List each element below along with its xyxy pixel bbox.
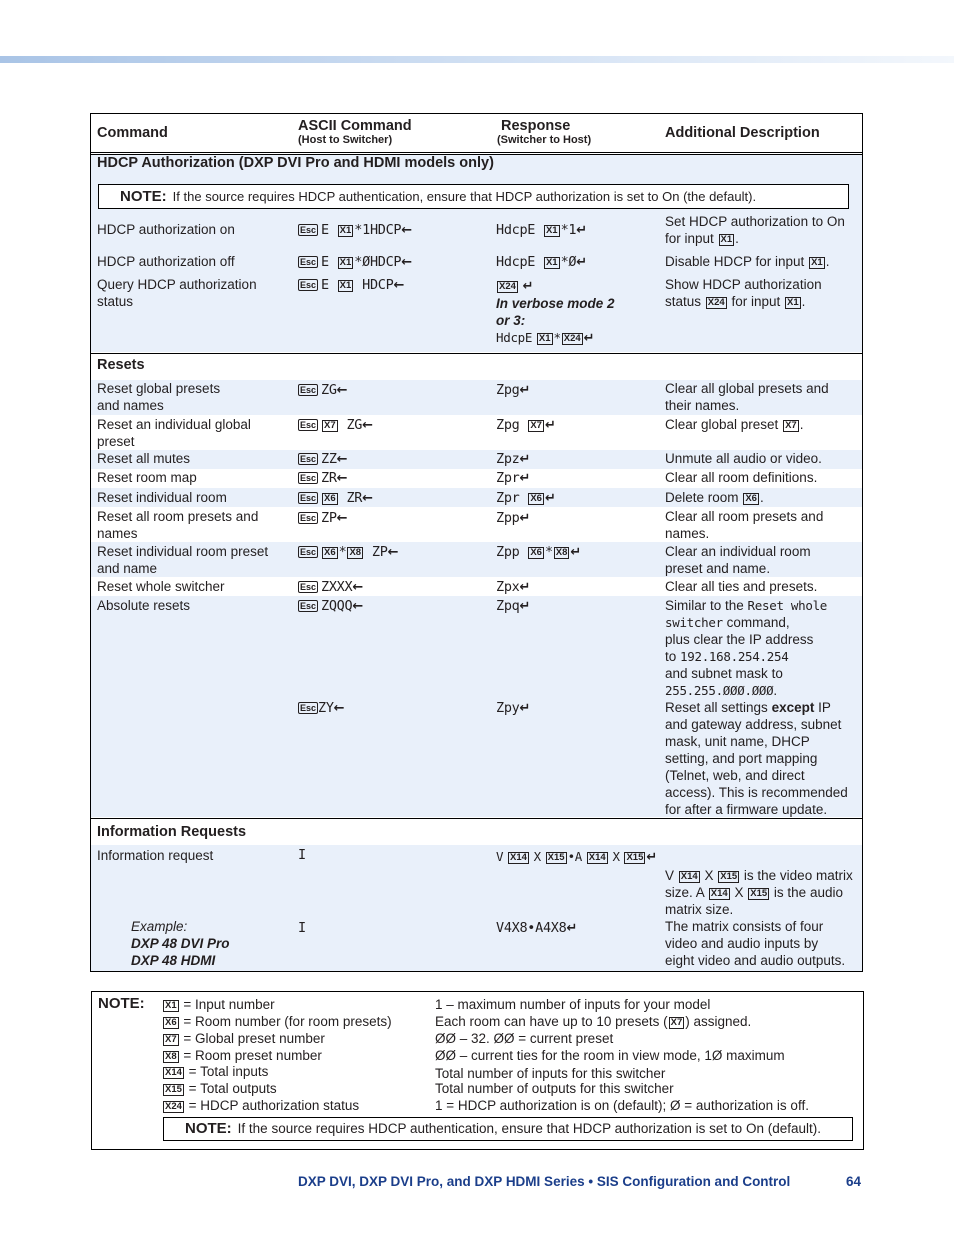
desc-part: Disable HDCP for input [665, 254, 805, 269]
ascii-part: ZY [318, 700, 334, 716]
hdcp-note-text: If the source requires HDCP authentication, ensure that HDCP authorization is set to On (the default). [172, 189, 757, 204]
var-x14: X14 [710, 888, 728, 899]
desc-part: . [773, 683, 778, 698]
info-request-command: Information request [97, 848, 214, 863]
var-x15: X15 [720, 871, 738, 882]
resp-part: *1 [560, 222, 577, 238]
esc-key: Esc [300, 513, 317, 523]
desc-part: . [825, 254, 830, 269]
header-description: Additional Description [665, 125, 820, 141]
return-icon: ← [362, 491, 373, 506]
reset-switcher-command: Reset whole switcher [97, 579, 225, 594]
resp-part: HdcpE [496, 222, 536, 238]
resp-part: Zpy [496, 700, 520, 716]
resp-part: X [533, 849, 541, 864]
enter-icon: ↵ [576, 223, 587, 238]
reset-global-response [496, 382, 530, 399]
enter-icon: ↵ [519, 383, 531, 398]
desc-part: 255.255.ØØØ.ØØØ [665, 683, 774, 698]
hdcp-query-desc [665, 276, 857, 310]
var-x14: X14 [165, 1067, 182, 1078]
legend-item [162, 996, 275, 1013]
top-gradient-bar [0, 56, 954, 63]
var-x24: X24 [707, 297, 725, 308]
return-icon: ← [393, 278, 405, 293]
var-x1: X1 [339, 225, 352, 236]
var-x14: X14 [680, 871, 698, 882]
reset-roompreset-response [496, 544, 581, 561]
desc-part: to [665, 649, 677, 664]
desc-part: Reset all settings [665, 700, 768, 715]
reset-switcher-response [496, 579, 530, 596]
legend-text: = Total inputs [188, 1064, 269, 1079]
desc-part: IP [818, 700, 831, 715]
hdcp-off-ascii [298, 254, 412, 271]
enter-icon: ↵ [519, 471, 531, 486]
legend-text: = Global preset number [183, 1031, 325, 1046]
var-x1: X1 [545, 225, 558, 236]
resp-part: Zpz [496, 451, 520, 467]
reset-room-desc [665, 489, 857, 506]
info-request-ascii: I [298, 847, 306, 863]
reset-preset-command [97, 416, 287, 450]
desc-part: for input [665, 231, 714, 246]
reset-global-desc [665, 380, 857, 414]
esc-key: Esc [300, 547, 317, 557]
desc-part: except [771, 700, 815, 715]
resp-part: * [553, 330, 561, 345]
ascii-part: ZG [346, 417, 363, 433]
reset-preset-desc [665, 416, 857, 433]
desc-part: . [801, 294, 806, 309]
desc-part: Delete room [665, 490, 739, 505]
resp-part: X [612, 849, 620, 864]
desc-part: Set HDCP authorization to On [665, 214, 845, 229]
hdcp-on-ascii [298, 222, 412, 239]
desc-part: for after a firmware update. [665, 802, 828, 817]
reset-zy-response [496, 700, 530, 717]
desc-part: Clear all room presets and [665, 509, 824, 524]
header-command: Command [97, 125, 168, 141]
ascii-part: ZP [371, 544, 388, 560]
var-x24: X24 [563, 333, 581, 344]
ascii-part: *1HDCP [354, 222, 402, 238]
resp-part: V [496, 849, 504, 864]
legend-text: = Input number [183, 997, 275, 1012]
esc-key: Esc [300, 280, 317, 290]
hdcp-off-response [496, 254, 587, 271]
return-icon: ← [387, 545, 399, 560]
var-x15: X15 [626, 852, 644, 863]
legend-desc [435, 1013, 751, 1030]
legend-text: = Total outputs [188, 1081, 277, 1096]
var-x1: X1 [720, 234, 733, 245]
var-x1: X1 [545, 257, 558, 268]
legend-desc: Total number of outputs for this switcher [435, 1081, 674, 1096]
ascii-part: * [338, 544, 347, 560]
desc-part: X [734, 885, 744, 900]
desc-part: Clear all global presets and [665, 381, 829, 396]
resp-part: Zpp [496, 544, 520, 560]
return-icon: ← [333, 701, 345, 716]
reset-absolute-desc [665, 597, 857, 699]
var-x14: X14 [510, 852, 527, 863]
var-x6: X6 [530, 547, 542, 558]
var-x7: X7 [324, 420, 336, 431]
info-example-ascii: I [298, 920, 306, 936]
legend-item [162, 1063, 268, 1080]
ascii-part: ZXXX [321, 579, 353, 595]
ascii-part: ZG [321, 382, 337, 398]
reset-preset-ascii [298, 417, 373, 434]
resp-part: Zpr [496, 490, 520, 506]
hdcp-query-response [496, 277, 615, 347]
desc-part: V [665, 868, 675, 883]
resets-section-title: Resets [97, 357, 145, 373]
var-x8: X8 [555, 547, 568, 558]
table-header [91, 114, 862, 153]
var-x24: X24 [499, 281, 516, 292]
reset-global-command [97, 380, 287, 414]
cmd-part: preset [97, 434, 135, 449]
reset-roommap-ascii [298, 470, 347, 487]
desc-part: command, [726, 615, 790, 630]
resp-part: HdcpE [496, 330, 533, 345]
var-x15: X15 [547, 852, 565, 863]
desc-part: is the video matrix [743, 868, 853, 883]
header-response-sub: (Switcher to Host) [497, 134, 592, 146]
hdcp-section-title: HDCP Authorization (DXP DVI Pro and HDMI models only) [97, 155, 494, 171]
reset-absolute-response [496, 598, 530, 615]
legend-desc-part: Each room can have up to 10 presets ( [435, 1014, 668, 1029]
cmd-part: and name [97, 561, 158, 576]
enter-icon: ↵ [522, 279, 534, 294]
hdcp-note [98, 184, 849, 209]
hdcp-off-command: HDCP authorization off [97, 254, 235, 269]
section-divider [91, 353, 862, 354]
var-x1: X1 [165, 1000, 177, 1011]
return-icon: ← [336, 452, 348, 467]
page-number: 64 [846, 1174, 862, 1189]
desc-part: mask, unit name, DHCP [665, 734, 810, 749]
cmd-part: names [97, 526, 138, 541]
hdcp-default-note-label: NOTE: [185, 1120, 232, 1137]
reset-roompreset-ascii [298, 544, 398, 561]
return-icon: ← [352, 580, 363, 595]
desc-part: access). This is recommended [665, 785, 848, 800]
reset-zy-desc [665, 699, 857, 818]
hdcp-off-desc [665, 253, 857, 270]
desc-part: video and audio inputs by [665, 936, 819, 951]
cmd-part: Reset an individual global [97, 417, 251, 432]
return-icon: ← [401, 223, 412, 238]
desc-part: (Telnet, web, and direct [665, 768, 805, 783]
reset-mutes-response [496, 451, 530, 468]
enter-icon: ↵ [519, 580, 531, 595]
var-x1: X1 [787, 297, 799, 308]
ascii-part: ZP [321, 510, 337, 526]
var-x14: X14 [588, 852, 606, 863]
reset-absolute-command: Absolute resets [97, 598, 191, 613]
desc-part: eight video and audio outputs. [665, 953, 846, 968]
reset-roommap-command: Reset room map [97, 470, 197, 485]
desc-part: matrix size. [665, 902, 734, 917]
ascii-part: ZR [321, 470, 337, 486]
variables-note [91, 991, 864, 1150]
return-icon: ← [336, 511, 348, 526]
desc-part: The matrix consists of four [665, 919, 824, 934]
hdcp-query-command [97, 276, 287, 310]
var-x7: X7 [785, 420, 797, 431]
var-x8: X8 [349, 547, 362, 558]
reset-zy-ascii [298, 700, 344, 717]
cmd-part: Reset global presets [97, 381, 221, 396]
legend-desc: 1 = HDCP authorization is on (default); Ø = authorization is off. [435, 1098, 809, 1113]
var-x6: X6 [745, 493, 757, 504]
ascii-part: E [321, 222, 329, 238]
hdcp-default-note-text: If the source requires HDCP authentication, ensure that HDCP authorization is set to On (default). [237, 1121, 821, 1136]
desc-part: . [735, 231, 739, 246]
var-x7: X7 [670, 1017, 683, 1028]
reset-switcher-desc: Clear all ties and presets. [665, 579, 818, 594]
esc-key: Esc [300, 257, 317, 267]
header-ascii [298, 118, 412, 146]
cmd-part: status [97, 294, 134, 309]
desc-part: Reset whole [747, 598, 828, 613]
hdcp-on-desc [665, 213, 857, 247]
command-table [90, 113, 863, 972]
cmd-part: Reset all room presets and [97, 509, 259, 524]
info-request-desc [665, 867, 857, 918]
var-x15: X15 [750, 888, 768, 899]
header-response [497, 118, 592, 146]
info-request-response [496, 848, 657, 866]
var-x24: X24 [165, 1101, 182, 1112]
desc-part: switcher [665, 615, 723, 630]
info-example-response [496, 920, 577, 937]
legend-desc: Total number of inputs for this switcher [435, 1066, 666, 1081]
resp-part: Zpx [496, 579, 520, 595]
var-x15: X15 [165, 1084, 182, 1095]
enter-icon: ↵ [570, 545, 581, 560]
reset-room-response [496, 490, 556, 507]
resp-part: Zpp [496, 510, 520, 526]
ascii-part: HDCP [362, 277, 394, 293]
resp-part: V4X8•A4X8 [496, 920, 567, 936]
enter-icon: ↵ [519, 599, 531, 614]
resp-part: Zpr [496, 470, 520, 486]
cmd-part: and names [97, 398, 164, 413]
reset-roommap-desc: Clear all room definitions. [665, 470, 818, 485]
example-model: DXP 48 HDMI [131, 953, 216, 968]
desc-part: Similar to the [665, 598, 744, 613]
legend-desc: ØØ – 32. ØØ = current preset [435, 1031, 614, 1046]
ascii-part: E [321, 254, 329, 270]
reset-absolute-ascii [298, 598, 363, 615]
desc-part: status [665, 294, 702, 309]
ascii-part: ZQQQ [321, 598, 353, 614]
esc-key: Esc [300, 225, 317, 235]
cmd-part: Query HDCP authorization [97, 277, 257, 292]
resp-part: Zpg [496, 417, 520, 433]
esc-key: Esc [300, 703, 317, 713]
enter-icon: ↵ [583, 331, 595, 346]
enter-icon: ↵ [576, 255, 587, 270]
ascii-part: ZZ [321, 451, 337, 467]
return-icon: ← [401, 255, 412, 270]
desc-part: 192.168.254.254 [680, 649, 789, 664]
hdcp-on-response [496, 222, 587, 239]
ascii-part: ZR [346, 490, 363, 506]
enter-icon: ↵ [519, 701, 531, 716]
desc-part: X [704, 868, 714, 883]
reset-preset-response [496, 417, 556, 434]
esc-key: Esc [300, 493, 317, 503]
header-response-label: Response [501, 118, 571, 134]
esc-key: Esc [300, 473, 317, 483]
var-x8: X8 [165, 1051, 177, 1062]
legend-item [162, 1097, 359, 1114]
ascii-part: E [321, 277, 329, 293]
legend-item [162, 1080, 277, 1097]
desc-part: Show HDCP authorization [665, 277, 822, 292]
legend-desc: ØØ – current ties for the room in view mode, 1Ø maximum [435, 1048, 785, 1063]
legend-item [162, 1047, 322, 1064]
enter-icon: ↵ [544, 418, 556, 433]
desc-part: is the audio [773, 885, 843, 900]
esc-key: Esc [300, 454, 317, 464]
desc-part: . [759, 490, 764, 505]
reset-room-ascii [298, 490, 373, 507]
var-x6: X6 [324, 493, 336, 504]
var-x6: X6 [530, 493, 542, 504]
return-icon: ← [336, 383, 348, 398]
desc-part: for input [731, 294, 781, 309]
legend-desc: 1 – maximum number of inputs for your model [435, 997, 711, 1012]
reset-mutes-command: Reset all mutes [97, 451, 191, 466]
hdcp-default-note [163, 1117, 853, 1141]
desc-part: setting, and port mapping [665, 751, 818, 766]
desc-part: names. [665, 526, 710, 541]
resp-part: * [544, 544, 553, 560]
enter-icon: ↵ [519, 452, 531, 467]
resp-part: Zpg [496, 382, 520, 398]
example-label: Example: [131, 919, 188, 934]
var-x6: X6 [324, 547, 336, 558]
desc-part: preset and name. [665, 561, 771, 576]
reset-mutes-ascii [298, 451, 347, 468]
var-x7: X7 [530, 420, 542, 431]
reset-roompresets-command [97, 508, 287, 542]
var-x1: X1 [538, 333, 551, 344]
info-section-title: Information Requests [97, 824, 247, 840]
header-ascii-sub: (Host to Switcher) [298, 134, 393, 146]
desc-part: . [799, 417, 804, 432]
desc-part: plus clear the IP address [665, 632, 814, 647]
resp-part: *Ø [560, 254, 577, 270]
var-x1: X1 [339, 280, 352, 291]
var-x1: X1 [811, 257, 823, 268]
return-icon: ← [362, 418, 373, 433]
footer-title: DXP DVI, DXP DVI Pro, and DXP HDMI Series • SIS Configuration and Control [298, 1174, 791, 1189]
esc-key: Esc [300, 420, 317, 430]
esc-key: Esc [300, 385, 317, 395]
var-x7: X7 [165, 1034, 177, 1045]
desc-part: size. A [665, 885, 705, 900]
desc-part: Clear global preset [665, 417, 779, 432]
legend-text: = Room preset number [183, 1048, 322, 1063]
legend-item [162, 1013, 392, 1030]
legend-text: = Room number (for room presets) [183, 1014, 392, 1029]
example-model: DXP 48 DVI Pro [131, 936, 230, 951]
reset-global-ascii [298, 382, 347, 399]
enter-icon: ↵ [544, 491, 556, 506]
reset-room-command: Reset individual room [97, 490, 227, 505]
verbose-label: In verbose mode 2 [496, 296, 615, 311]
legend-item [162, 1030, 325, 1047]
verbose-label: or 3: [496, 313, 526, 328]
cmd-part: Reset individual room preset [97, 544, 269, 559]
header-ascii-label: ASCII Command [298, 118, 412, 134]
esc-key: Esc [300, 601, 317, 611]
resp-part: Zpq [496, 598, 520, 614]
hdcp-on-command: HDCP authorization on [97, 222, 235, 237]
enter-icon: ↵ [519, 511, 531, 526]
enter-icon: ↵ [566, 921, 578, 936]
legend-text: = HDCP authorization status [188, 1098, 360, 1113]
reset-roompresets-desc [665, 508, 857, 542]
reset-roompreset-desc [665, 543, 857, 577]
info-example-desc [665, 918, 857, 969]
desc-part: Clear an individual room [665, 544, 811, 559]
section-divider [91, 818, 862, 819]
return-icon: ← [352, 599, 363, 614]
variables-note-label: NOTE: [98, 995, 145, 1012]
ascii-part: *ØHDCP [354, 254, 402, 270]
esc-key: Esc [300, 582, 317, 592]
reset-mutes-desc: Unmute all audio or video. [665, 451, 822, 466]
resp-part: HdcpE [496, 254, 536, 270]
legend-desc-part: ) assigned. [685, 1014, 752, 1029]
hdcp-note-label: NOTE: [120, 188, 167, 205]
desc-part: and subnet mask to [665, 666, 783, 681]
reset-switcher-ascii [298, 579, 363, 596]
desc-part: and gateway address, subnet [665, 717, 842, 732]
reset-roompresets-response [496, 510, 530, 527]
var-x6: X6 [165, 1017, 177, 1028]
hdcp-query-ascii [298, 277, 404, 294]
desc-part: their names. [665, 398, 740, 413]
reset-roommap-response [496, 470, 530, 487]
enter-icon: ↵ [646, 850, 658, 865]
info-example [131, 918, 230, 969]
resp-part: •A [567, 849, 583, 864]
reset-roompresets-ascii [298, 510, 347, 527]
reset-roompreset-command [97, 543, 287, 577]
var-x1: X1 [339, 257, 352, 268]
return-icon: ← [336, 471, 348, 486]
